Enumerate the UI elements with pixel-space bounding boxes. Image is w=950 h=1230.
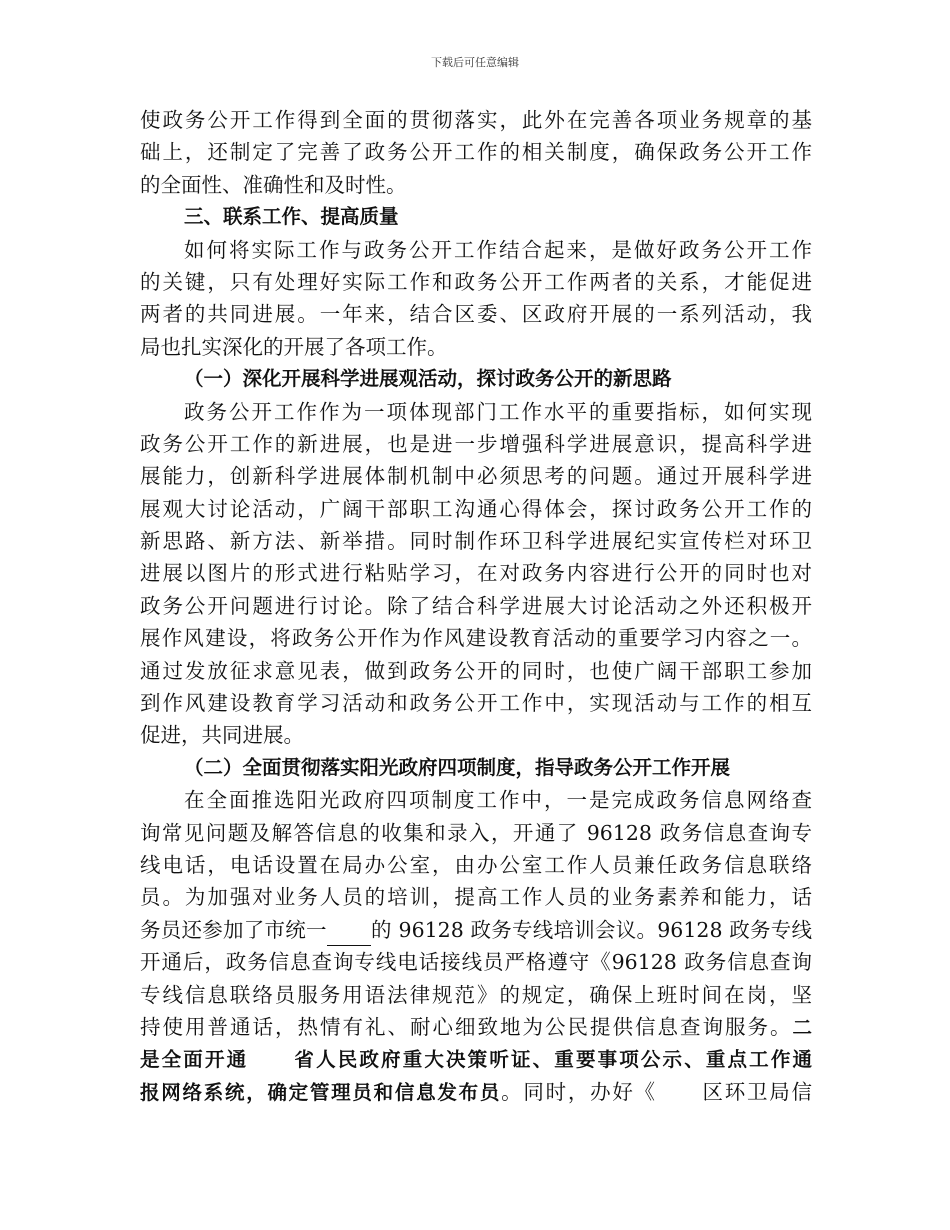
text-segment: 区环卫局信 [700,1079,812,1104]
text-line: 的全面性、准确性和及时性。 [140,172,407,197]
text-line: 展观大讨论活动，广阔干部职工沟通心得体会，探讨政务公开工作的 [140,496,812,521]
bold-text-segment: 是全面开通 [140,1048,249,1072]
page-header: 下载后可任意编辑 [431,56,519,69]
text-line: 的关键，只有处理好实际工作和政务公开工作两者的关系，才能促进 [140,269,812,294]
fill-blank [327,923,371,946]
text-line: 新思路、新方法、新举措。同时制作环卫科学进展纪实宣传栏对环卫 [140,529,812,554]
text-line [140,1043,812,1075]
bold-text-segment: 二 [792,1015,812,1039]
document-body [140,104,812,1108]
subsection-heading-2: （二）全面贯彻落实阳光政府四项制度，指导政务公开工作开展 [184,755,731,779]
text-line: 础上，还制定了完善了政务公开工作的相关制度，确保政务公开工作 [140,140,812,165]
text-line: 到作风建设教育学习活动和政务公开工作中，实现活动与工作的相互 [140,691,812,716]
text-segment: 的 96128 政务专线培训会议。96128 政务专线 [370,917,812,942]
text-line: 询常见问题及解答信息的收集和录入，开通了 96128 政务信息查询专 [140,820,812,845]
text-line: 局也扎实深化的开展了各项工作。 [140,334,448,359]
text-line: 如何将实际工作与政务公开工作结合起来，是做好政务公开工作 [184,237,812,262]
text-line: 进展以图片的形式进行粘贴学习，在对政务内容进行公开的同时也对 [140,561,812,586]
text-line: 促进，共同进展。 [140,723,304,748]
subsection-heading-1: （一）深化开展科学进展观活动，探讨政务公开的新思路 [184,367,672,391]
text-line: 在全面推选阳光政府四项制度工作中，一是完成政务信息网络查 [184,788,812,813]
text-line: 通过发放征求意见表，做到政务公开的同时，也使广阔干部职工参加 [140,658,812,683]
text-segment: 持使用普通话，热情有礼、耐心细致地为公民提供信息查询服务。 [140,1014,793,1039]
text-line: 线电话，电话设置在局办公室，由办公室工作人员兼任政务信息联络 [140,852,812,877]
bold-text-segment: 省人民政府重大决策听证、重要事项公示、重点工作通 [292,1048,812,1072]
text-line: 政务公开问题进行讨论。除了结合科学进展大讨论活动之外还积极开 [140,593,812,618]
bold-text-segment: 报网络系统，确定管理员和信息发布员 [140,1080,502,1104]
text-line: 政务公开工作作为一项体现部门工作水平的重要指标，如何实现 [184,399,812,424]
section-heading-3: 三、联系工作、提高质量 [184,205,399,229]
text-line: 员。为加强对业务人员的培训，提高工作人员的业务素养和能力，话 [140,885,812,910]
fill-blank [657,1086,701,1108]
fill-blank [248,1054,292,1076]
text-line: 展作风建设，将政务公开作为作风建设教育活动的重要学习内容之一。 [140,626,812,651]
text-line: 两者的共同进展。一年来，结合区委、区政府开展的一系列活动，我 [140,302,812,327]
text-line: 专线信息联络员服务用语法律规范》的规定，确保上班时间在岗，坚 [140,982,812,1007]
text-line: 政务公开工作的新进展，也是进一步增强科学进展意识，提高科学进 [140,431,812,456]
text-line [140,914,812,946]
text-line: 开通后，政务信息查询专线电话接线员严格遵守《96128 政务信息查询 [140,950,812,975]
text-line [140,1076,812,1108]
text-segment: 。同时，办好《 [501,1079,657,1104]
text-line [140,1011,812,1043]
text-line: 展能力，创新科学进展体制机制中必须思考的问题。通过开展科学进 [140,464,812,489]
text-line: 使政务公开工作得到全面的贯彻落实，此外在完善各项业务规章的基 [140,108,812,132]
text-segment: 务员还参加了市统一 [140,917,327,942]
